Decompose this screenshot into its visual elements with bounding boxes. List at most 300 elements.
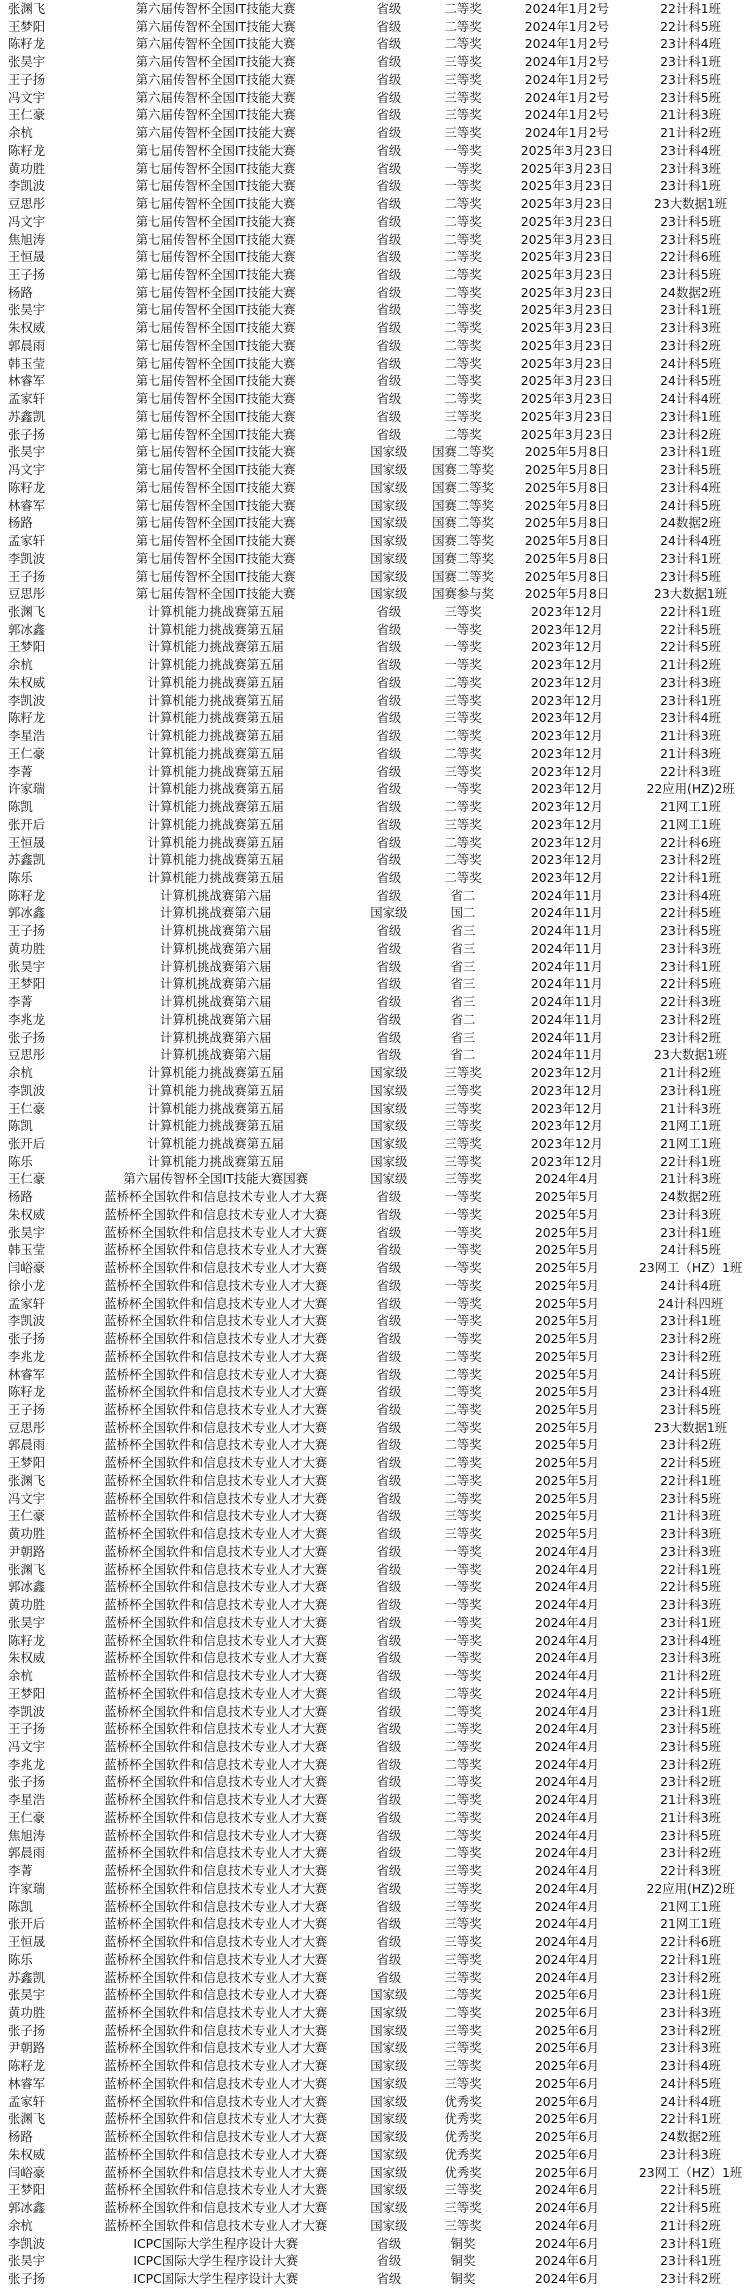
award-date: 2023年12月	[530, 674, 603, 690]
award-grade: 三等奖	[444, 2022, 482, 2038]
student-name: 张昊宇	[8, 2253, 46, 2269]
award-date: 2025年5月	[534, 1402, 600, 1418]
award-level: 省级	[376, 1579, 402, 1595]
class-name: 22计科6班	[660, 249, 721, 265]
class-name: 23计科5班	[660, 231, 721, 247]
award-date: 2025年3月23日	[520, 142, 614, 158]
table-row	[0, 993, 744, 1011]
competition-name: 蓝桥杯全国软件和信息技术专业人才大赛	[104, 2146, 328, 2162]
award-date: 2023年12月	[530, 1118, 603, 1134]
competition-name: 蓝桥杯全国软件和信息技术专业人才大赛	[104, 1632, 328, 1648]
award-date: 2025年6月	[534, 2093, 600, 2109]
award-date: 2025年3月23日	[520, 231, 614, 247]
student-name: 杨路	[8, 515, 33, 531]
student-name: 豆思彤	[8, 1047, 46, 1063]
competition-name: 第六届传智杯全国IT技能大赛	[135, 54, 296, 70]
competition-name: 蓝桥杯全国软件和信息技术专业人才大赛	[104, 1880, 328, 1896]
class-name: 21计科3班	[660, 1508, 721, 1524]
award-grade: 二等奖	[444, 1472, 482, 1488]
award-date: 2023年12月	[530, 834, 603, 850]
table-row	[0, 1703, 744, 1721]
award-date: 2024年1月2号	[524, 71, 610, 87]
class-name: 23计科3班	[660, 2004, 721, 2020]
award-grade: 省三	[450, 994, 476, 1010]
award-level: 省级	[376, 1242, 402, 1258]
competition-name: 计算机挑战赛第六届	[159, 994, 272, 1010]
award-date: 2025年5月	[534, 1490, 600, 1506]
student-name: 张昊宇	[8, 1224, 46, 1240]
award-date: 2024年11月	[530, 923, 603, 939]
award-level: 国家级	[370, 2040, 408, 2056]
award-level: 省级	[376, 1224, 402, 1240]
table-row	[0, 1419, 744, 1437]
competition-name: 计算机能力挑战赛第五届	[147, 710, 284, 726]
award-level: 国家级	[370, 462, 408, 478]
table-row	[0, 284, 744, 302]
student-name: 王梦阳	[8, 1455, 46, 1471]
class-name: 23计科2班	[660, 2022, 721, 2038]
competition-name: 蓝桥杯全国软件和信息技术专业人才大赛	[104, 1863, 328, 1879]
table-row	[0, 975, 744, 993]
award-grade: 三等奖	[444, 89, 482, 105]
class-name: 23计科5班	[660, 267, 721, 283]
table-row	[0, 2128, 744, 2146]
award-level: 省级	[376, 692, 402, 708]
award-date: 2025年5月8日	[524, 462, 610, 478]
award-level: 省级	[376, 1880, 402, 1896]
competition-name: 蓝桥杯全国软件和信息技术专业人才大赛	[104, 2022, 328, 2038]
class-name: 23计科4班	[660, 1632, 721, 1648]
award-level: 省级	[376, 231, 402, 247]
student-name: 冯文宇	[8, 1490, 46, 1506]
competition-name: 蓝桥杯全国软件和信息技术专业人才大赛	[104, 1402, 328, 1418]
award-grade: 三等奖	[444, 1100, 482, 1116]
competition-name: 蓝桥杯全国软件和信息技术专业人才大赛	[104, 1331, 328, 1347]
competition-name: 蓝桥杯全国软件和信息技术专业人才大赛	[104, 1189, 328, 1205]
class-name: 23大数据1班	[653, 1047, 728, 1063]
award-date: 2025年5月	[534, 1366, 600, 1382]
competition-name: 第七届传智杯全国IT技能大赛	[135, 337, 296, 353]
student-name: 豆思彤	[8, 586, 46, 602]
student-name: 徐小龙	[8, 1277, 46, 1293]
table-row	[0, 1295, 744, 1313]
award-grade: 三等奖	[444, 1136, 482, 1151]
class-name: 23计科2班	[660, 1756, 721, 1772]
award-date: 2024年4月	[534, 1597, 600, 1613]
competition-name: 第七届传智杯全国IT技能大赛	[135, 568, 296, 584]
class-name: 22计科6班	[660, 834, 721, 850]
table-row	[0, 1614, 744, 1632]
table-row	[0, 71, 744, 89]
student-name: 黄功胜	[8, 1526, 46, 1542]
award-grade: 二等奖	[444, 1987, 482, 2003]
class-name: 24计科4班	[660, 391, 721, 407]
award-date: 2025年3月23日	[520, 267, 614, 283]
award-grade: 省二	[450, 1011, 476, 1027]
table-row	[0, 2164, 744, 2182]
class-name: 23计科2班	[660, 1437, 721, 1453]
award-level: 国家级	[370, 1171, 408, 1187]
award-grade: 国赛二等奖	[432, 479, 495, 495]
table-row	[0, 1862, 744, 1880]
class-name: 23计科1班	[660, 1082, 721, 1098]
award-level: 省级	[376, 1827, 402, 1843]
student-name: 王子扬	[8, 267, 46, 283]
class-name: 23计科5班	[660, 923, 721, 939]
student-name: 朱权威	[8, 1650, 46, 1666]
student-name: 王仁豪	[8, 1100, 46, 1116]
award-date: 2024年4月	[534, 1756, 600, 1772]
competition-name: 第七届传智杯全国IT技能大赛	[135, 533, 296, 549]
student-name: 陈籽龙	[8, 142, 46, 158]
table-row	[0, 638, 744, 656]
award-date: 2025年5月8日	[524, 444, 610, 460]
competition-name: 计算机挑战赛第六届	[159, 1029, 272, 1045]
student-name: 王子扬	[8, 568, 46, 584]
competition-name: 计算机挑战赛第六届	[159, 958, 272, 974]
award-grade: 三等奖	[444, 603, 482, 619]
student-name: 杨路	[8, 1189, 33, 1205]
award-level: 省级	[376, 1189, 402, 1205]
award-date: 2024年6月	[534, 2200, 600, 2216]
award-level: 省级	[376, 1703, 402, 1719]
award-date: 2024年4月	[534, 1969, 600, 1985]
award-level: 省级	[376, 940, 402, 956]
award-date: 2025年3月23日	[520, 408, 614, 424]
class-name: 23计科1班	[660, 1703, 721, 1719]
table-row	[0, 1135, 744, 1153]
award-level: 省级	[376, 1313, 402, 1329]
competition-name: 蓝桥杯全国软件和信息技术专业人才大赛	[104, 2093, 328, 2109]
table-row	[0, 426, 744, 444]
class-name: 23计科2班	[660, 1331, 721, 1347]
competition-name: 蓝桥杯全国软件和信息技术专业人才大赛	[104, 1668, 328, 1684]
award-level: 省级	[376, 1632, 402, 1648]
award-date: 2024年11月	[530, 1047, 603, 1063]
award-level: 省级	[376, 1366, 402, 1382]
award-level: 国家级	[370, 2058, 408, 2074]
award-level: 省级	[376, 816, 402, 832]
class-name: 22计科1班	[660, 1561, 721, 1577]
competition-name: 蓝桥杯全国软件和信息技术专业人才大赛	[104, 2004, 328, 2020]
award-grade: 三等奖	[444, 125, 482, 141]
award-level: 国家级	[370, 444, 408, 460]
table-row	[0, 1667, 744, 1685]
award-level: 省级	[376, 1384, 402, 1400]
award-grade: 三等奖	[444, 54, 482, 70]
award-grade: 国赛二等奖	[432, 444, 495, 460]
award-date: 2025年5月	[534, 1242, 600, 1258]
competition-name: 蓝桥杯全国软件和信息技术专业人才大赛	[104, 1650, 328, 1666]
student-name: 黄功胜	[8, 2004, 46, 2020]
competition-name: 蓝桥杯全国软件和信息技术专业人才大赛	[104, 1597, 328, 1613]
award-grade: 一等奖	[444, 1579, 482, 1595]
award-level: 省级	[376, 2235, 402, 2251]
award-grade: 二等奖	[444, 1490, 482, 1506]
table-row	[0, 1153, 744, 1171]
award-date: 2024年11月	[530, 940, 603, 956]
award-level: 省级	[376, 728, 402, 744]
award-level: 省级	[376, 1792, 402, 1808]
class-name: 23计科1班	[660, 958, 721, 974]
competition-name: 蓝桥杯全国软件和信息技术专业人才大赛	[104, 1472, 328, 1488]
table-row	[0, 1525, 744, 1543]
class-name: 23计科3班	[660, 674, 721, 690]
award-level: 省级	[376, 1437, 402, 1453]
competition-name: 蓝桥杯全国软件和信息技术专业人才大赛	[104, 2182, 328, 2198]
class-name: 21计科2班	[660, 125, 721, 141]
award-date: 2025年3月23日	[520, 426, 614, 442]
award-grade: 三等奖	[444, 1171, 482, 1187]
award-grade: 三等奖	[444, 408, 482, 424]
award-grade: 三等奖	[444, 2075, 482, 2091]
award-level: 省级	[376, 213, 402, 229]
award-grade: 三等奖	[444, 1880, 482, 1896]
table-row	[0, 1472, 744, 1490]
award-level: 省级	[376, 1526, 402, 1542]
table-row	[0, 1366, 744, 1384]
class-name: 22计科5班	[660, 2182, 721, 2198]
award-grade: 二等奖	[444, 1, 482, 16]
award-date: 2024年4月	[534, 1845, 600, 1861]
award-level: 省级	[376, 1419, 402, 1435]
competition-name: 第六届传智杯全国IT技能大赛	[135, 36, 296, 52]
competition-name: 计算机挑战赛第六届	[159, 1047, 272, 1063]
table-row	[0, 1933, 744, 1951]
class-name: 22计科3班	[660, 763, 721, 779]
class-name: 22应用(HZ)2班	[646, 1880, 735, 1896]
award-date: 2025年6月	[534, 2075, 600, 2091]
award-level: 省级	[376, 1614, 402, 1630]
award-level: 省级	[376, 1969, 402, 1985]
student-name: 王子扬	[8, 1402, 46, 1418]
class-name: 23计科1班	[660, 1987, 721, 2003]
table-row	[0, 142, 744, 160]
award-date: 2025年5月	[534, 1472, 600, 1488]
competition-name: 计算机能力挑战赛第五届	[147, 1082, 284, 1098]
table-row	[0, 1773, 744, 1791]
award-level: 省级	[376, 302, 402, 318]
student-name: 李菁	[8, 1863, 33, 1879]
competition-name: 计算机能力挑战赛第五届	[147, 763, 284, 779]
class-name: 21计科2班	[660, 1065, 721, 1081]
competition-name: 第七届传智杯全国IT技能大赛	[135, 462, 296, 478]
competition-name: 第七届传智杯全国IT技能大赛	[135, 320, 296, 336]
student-name: 陈籽龙	[8, 479, 46, 495]
student-name: 郭晨雨	[8, 1437, 46, 1453]
award-grade: 三等奖	[444, 1969, 482, 1985]
table-row	[0, 1986, 744, 2004]
student-name: 孟家轩	[8, 391, 46, 407]
award-level: 省级	[376, 284, 402, 300]
competition-name: 蓝桥杯全国软件和信息技术专业人才大赛	[104, 1543, 328, 1559]
table-row	[0, 1348, 744, 1366]
award-level: 省级	[376, 1561, 402, 1577]
competition-name: ICPC国际大学生程序设计大赛	[133, 2271, 299, 2286]
class-name: 23计科1班	[660, 444, 721, 460]
award-level: 省级	[376, 125, 402, 141]
competition-name: 计算机能力挑战赛第五届	[147, 621, 284, 637]
award-date: 2023年12月	[530, 1136, 603, 1151]
table-row	[0, 479, 744, 497]
award-date: 2024年4月	[534, 1721, 600, 1737]
student-name: 王仁豪	[8, 1508, 46, 1524]
award-grade: 二等奖	[444, 1774, 482, 1790]
award-grade: 二等奖	[444, 267, 482, 283]
award-date: 2024年6月	[534, 2217, 600, 2233]
class-name: 23计科5班	[660, 1827, 721, 1843]
table-row	[0, 798, 744, 816]
table-row	[0, 780, 744, 798]
class-name: 24计科5班	[660, 1242, 721, 1258]
award-level: 省级	[376, 745, 402, 761]
award-date: 2025年3月23日	[520, 391, 614, 407]
class-name: 24数据2班	[660, 515, 721, 531]
student-name: 张渊飞	[8, 1561, 46, 1577]
class-name: 23计科1班	[660, 1313, 721, 1329]
student-name: 郭冰鑫	[8, 905, 46, 921]
award-level: 国家级	[370, 2093, 408, 2109]
competition-name: 蓝桥杯全国软件和信息技术专业人才大赛	[104, 1756, 328, 1772]
table-row	[0, 1454, 744, 1472]
competition-name: 第七届传智杯全国IT技能大赛	[135, 213, 296, 229]
class-name: 23计科2班	[660, 1011, 721, 1027]
award-grade: 二等奖	[444, 249, 482, 265]
table-row	[0, 1312, 744, 1330]
student-name: 闫峪豪	[8, 2164, 46, 2180]
student-name: 杨路	[8, 2129, 33, 2145]
award-grade: 二等奖	[444, 391, 482, 407]
student-name: 李菁	[8, 763, 33, 779]
award-date: 2024年1月2号	[524, 54, 610, 70]
student-name: 李兆龙	[8, 1348, 46, 1364]
competition-name: 计算机能力挑战赛第五届	[147, 869, 284, 885]
table-row	[0, 2270, 744, 2288]
award-level: 省级	[376, 674, 402, 690]
competition-name: 第六届传智杯全国IT技能大赛	[135, 107, 296, 123]
award-date: 2023年12月	[530, 799, 603, 815]
class-name: 23计科5班	[660, 213, 721, 229]
competition-name: 蓝桥杯全国软件和信息技术专业人才大赛	[104, 1508, 328, 1524]
student-name: 余杭	[8, 657, 33, 673]
competition-name: 第七届传智杯全国IT技能大赛	[135, 267, 296, 283]
award-date: 2023年12月	[530, 763, 603, 779]
award-date: 2024年4月	[534, 1632, 600, 1648]
table-row	[0, 1844, 744, 1862]
student-name: 余杭	[8, 2217, 33, 2233]
competition-name: 第六届传智杯全国IT技能大赛国赛	[123, 1171, 309, 1187]
award-level: 国家级	[370, 1136, 408, 1151]
student-name: 王子扬	[8, 1721, 46, 1737]
award-grade: 二等奖	[444, 1721, 482, 1737]
class-name: 21网工1班	[660, 1136, 721, 1151]
award-grade: 二等奖	[444, 337, 482, 353]
competition-name: 计算机能力挑战赛第五届	[147, 816, 284, 832]
class-name: 22计科5班	[660, 1685, 721, 1701]
competition-name: 计算机能力挑战赛第五届	[147, 674, 284, 690]
award-level: 国家级	[370, 2200, 408, 2216]
student-name: 林睿军	[8, 2075, 46, 2091]
competition-name: 蓝桥杯全国软件和信息技术专业人才大赛	[104, 1898, 328, 1914]
student-name: 张渊飞	[8, 603, 46, 619]
award-grade: 一等奖	[444, 1632, 482, 1648]
competition-name: 第六届传智杯全国IT技能大赛	[135, 1, 296, 16]
student-name: 陈凯	[8, 1118, 33, 1134]
student-name: 陈乐	[8, 1951, 33, 1967]
award-date: 2025年3月23日	[520, 320, 614, 336]
award-date: 2024年4月	[534, 1809, 600, 1825]
student-name: 李凯波	[8, 2235, 46, 2251]
award-grade: 一等奖	[444, 1543, 482, 1559]
student-name: 李凯波	[8, 550, 46, 566]
student-name: 李凯波	[8, 1703, 46, 1719]
table-row	[0, 497, 744, 515]
competition-name: 第六届传智杯全国IT技能大赛	[135, 18, 296, 34]
student-name: 尹朝路	[8, 2040, 46, 2056]
competition-name: 蓝桥杯全国软件和信息技术专业人才大赛	[104, 1206, 328, 1222]
award-date: 2024年4月	[534, 1668, 600, 1684]
award-grade: 国赛参与奖	[432, 586, 495, 602]
award-date: 2024年11月	[530, 958, 603, 974]
class-name: 21计科2班	[660, 2217, 721, 2233]
competition-name: 计算机能力挑战赛第五届	[147, 1100, 284, 1116]
award-level: 省级	[376, 18, 402, 34]
award-grade: 二等奖	[444, 373, 482, 389]
award-level: 国家级	[370, 1153, 408, 1169]
class-name: 23计科3班	[660, 160, 721, 176]
table-row	[0, 266, 744, 284]
table-row	[0, 904, 744, 922]
competition-name: 第七届传智杯全国IT技能大赛	[135, 284, 296, 300]
award-grade: 一等奖	[444, 1224, 482, 1240]
award-level: 省级	[376, 1809, 402, 1825]
award-grade: 一等奖	[444, 621, 482, 637]
student-name: 陈籽龙	[8, 36, 46, 52]
award-level: 省级	[376, 1029, 402, 1045]
table-row	[0, 35, 744, 53]
class-name: 22计科3班	[660, 994, 721, 1010]
award-level: 省级	[376, 337, 402, 353]
award-level: 省级	[376, 1331, 402, 1347]
award-date: 2024年11月	[530, 976, 603, 992]
class-name: 22计科6班	[660, 1934, 721, 1950]
award-grade: 省三	[450, 976, 476, 992]
award-date: 2025年3月23日	[520, 355, 614, 371]
competition-name: 计算机能力挑战赛第五届	[147, 728, 284, 744]
award-date: 2024年4月	[534, 1916, 600, 1932]
award-grade: 三等奖	[444, 2040, 482, 2056]
award-grade: 一等奖	[444, 781, 482, 797]
competition-name: 第七届传智杯全国IT技能大赛	[135, 550, 296, 566]
competition-name: 第七届传智杯全国IT技能大赛	[135, 355, 296, 371]
class-name: 22计科5班	[660, 18, 721, 34]
competition-name: 蓝桥杯全国软件和信息技术专业人才大赛	[104, 2129, 328, 2145]
award-date: 2023年12月	[530, 1100, 603, 1116]
table-row	[0, 2146, 744, 2164]
award-level: 省级	[376, 408, 402, 424]
competition-name: 蓝桥杯全国软件和信息技术专业人才大赛	[104, 1224, 328, 1240]
table-row	[0, 1241, 744, 1259]
class-name: 21计科2班	[660, 657, 721, 673]
competition-name: 第七届传智杯全国IT技能大赛	[135, 178, 296, 194]
award-grade: 二等奖	[444, 745, 482, 761]
student-name: 王仁豪	[8, 107, 46, 123]
award-level: 省级	[376, 1, 402, 16]
class-name: 23网工（HZ）1班	[638, 2164, 743, 2180]
table-row	[0, 514, 744, 532]
class-name: 22计科5班	[660, 1455, 721, 1471]
table-row	[0, 1206, 744, 1224]
